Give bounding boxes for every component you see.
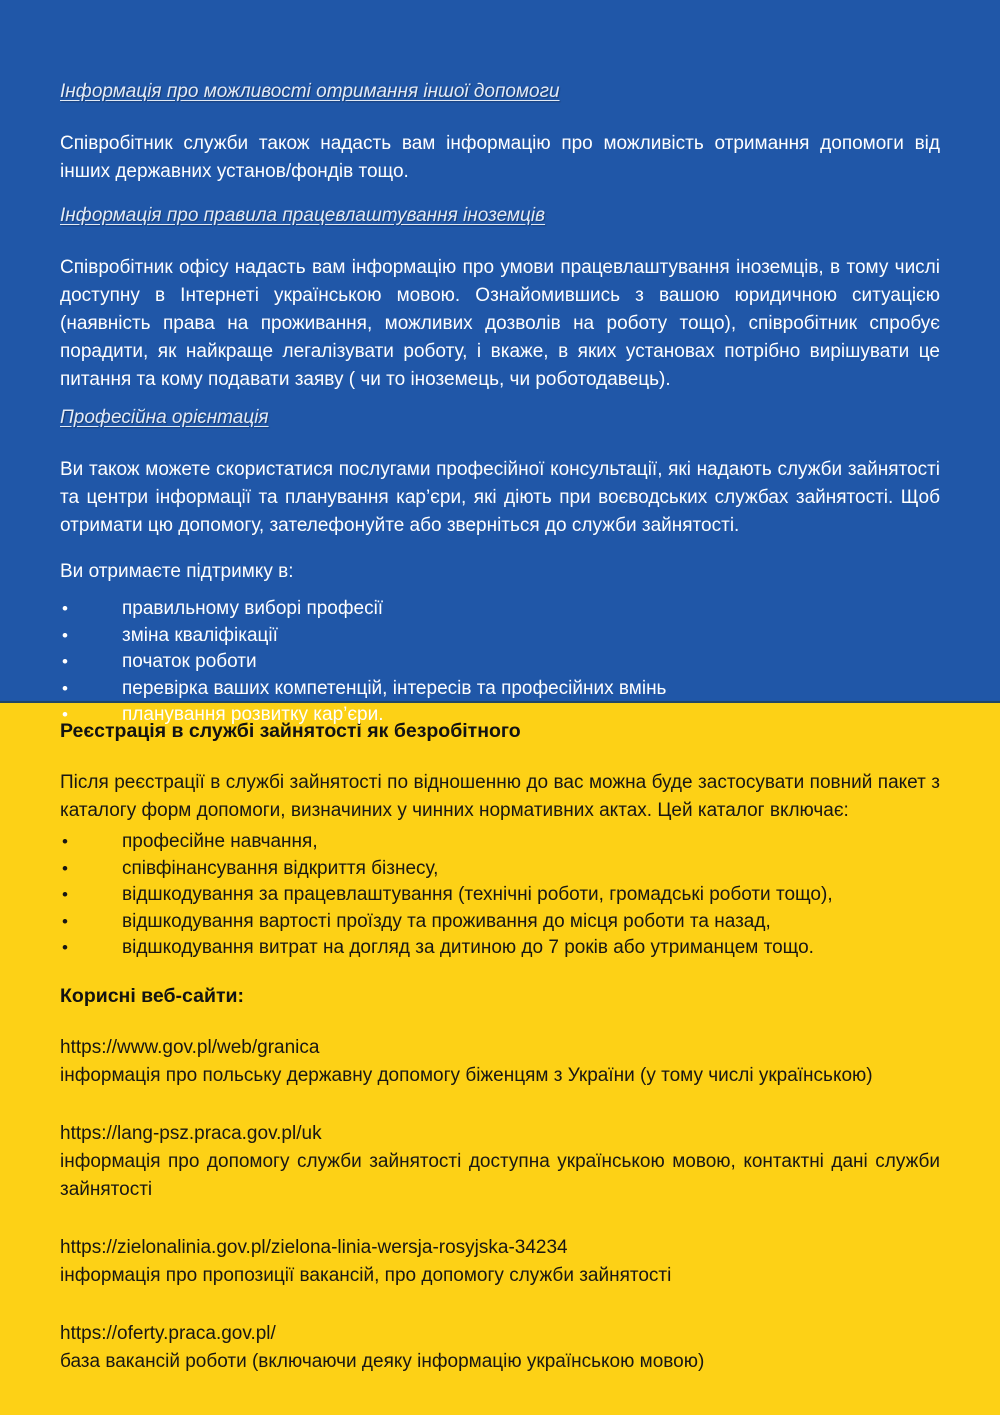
list-item: • відшкодування витрат на догляд за дитиною до 7 років або утриманцем тощо. (60, 935, 940, 962)
paragraph-support-intro: Ви отримаєте підтримку в: (60, 561, 294, 582)
paragraph-foreigners-rules: Співробітник офісу надасть вам інформацію про умови працевлаштування іноземців, в тому числі доступну в Інтернеті українською мовою. Ознайомившись з вашою юридичною ситуацією (наявність права на проживання, можливих дозволів на роботу тощо), співробітник спробує порадити, як найкраще легалізувати роботу, і вкаже, в яких установах потрібно вирішувати це питання та кому подавати заяву ( чи то іноземець, чи роботодавець). (60, 257, 940, 390)
link-description: база вакансій роботи (включаючи деяку інформацію українською мовою) (60, 1350, 705, 1372)
list-item: • планування розвитку кар’єри. (60, 702, 940, 729)
list-item: • співфінансування відкриття бізнесу, (60, 856, 940, 883)
heading-other-aid: Інформація про можливості отримання іншої допомоги (60, 81, 560, 102)
heading-foreigners-rules: Інформація про правила працевлаштування іноземців (60, 205, 546, 226)
heading-registration: Реєстрація в службі зайнятості як безробітного (60, 720, 521, 742)
link-oferty-praca[interactable]: https://oferty.praca.gov.pl/ (60, 1322, 276, 1344)
list-item: • перевірка ваших компетенцій, інтересів та професійних вмінь (60, 676, 940, 703)
link-block-oferty (60, 1320, 940, 1376)
link-block-lang-psz (60, 1120, 940, 1204)
useful-links (60, 1034, 940, 1392)
list-item: • відшкодування вартості проїзду та проживання до місця роботи та назад, (60, 909, 940, 936)
link-description: інформація про пропозиції вакансій, про допомогу служби зайнятості (60, 1264, 672, 1286)
list-item: • зміна кваліфікації (60, 623, 940, 650)
list-item: • початок роботи (60, 649, 940, 676)
list-item: • правильному виборі професії (60, 596, 940, 623)
list-item: • відшкодування за працевлаштування (технічні роботи, громадські роботи тощо), (60, 882, 940, 909)
heading-websites: Корисні веб-сайти: (60, 984, 244, 1007)
yellow-section (0, 703, 1000, 1415)
paragraph-orientation: Ви також можете скористатися послугами професійної консультації, які надають служби зайнятості та центри інформації та планування кар’єри, які діють при воєводських службах зайнятості. Щоб отримати цю допомогу, зателефонуйте або зверніться до служби зайнятості. (60, 459, 940, 536)
list-item: • професійне навчання, (60, 829, 940, 856)
link-zielonalinia[interactable]: https://zielonalinia.gov.pl/zielona-linia-wersja-rosyjska-34234 (60, 1236, 568, 1258)
link-description: інформація про допомогу служби зайнятості доступна українською мовою, контактні дані служби зайнятості (60, 1150, 940, 1200)
support-bullet-list (60, 596, 940, 729)
catalog-bullet-list (60, 829, 940, 962)
heading-orientation: Професійна орієнтація (60, 407, 269, 428)
link-gov-pl-granica[interactable]: https://www.gov.pl/web/granica (60, 1036, 320, 1058)
paragraph-other-aid: Співробітник служби також надасть вам інформацію про можливість отримання допомоги від інших державних установ/фондів тощо. (60, 133, 940, 182)
link-block-granica (60, 1034, 940, 1090)
paragraph-registration: Після реєстрації в службі зайнятості по відношенню до вас можна буде застосувати повний пакет з каталогу форм допомоги, визначиних у чинних нормативних актах. Цей каталог включає: (60, 772, 940, 821)
link-description: інформація про польську державну допомогу біженцям з України (у тому числі українською) (60, 1064, 873, 1086)
link-block-zielonalinia (60, 1234, 940, 1290)
link-lang-psz-praca[interactable]: https://lang-psz.praca.gov.pl/uk (60, 1122, 322, 1144)
